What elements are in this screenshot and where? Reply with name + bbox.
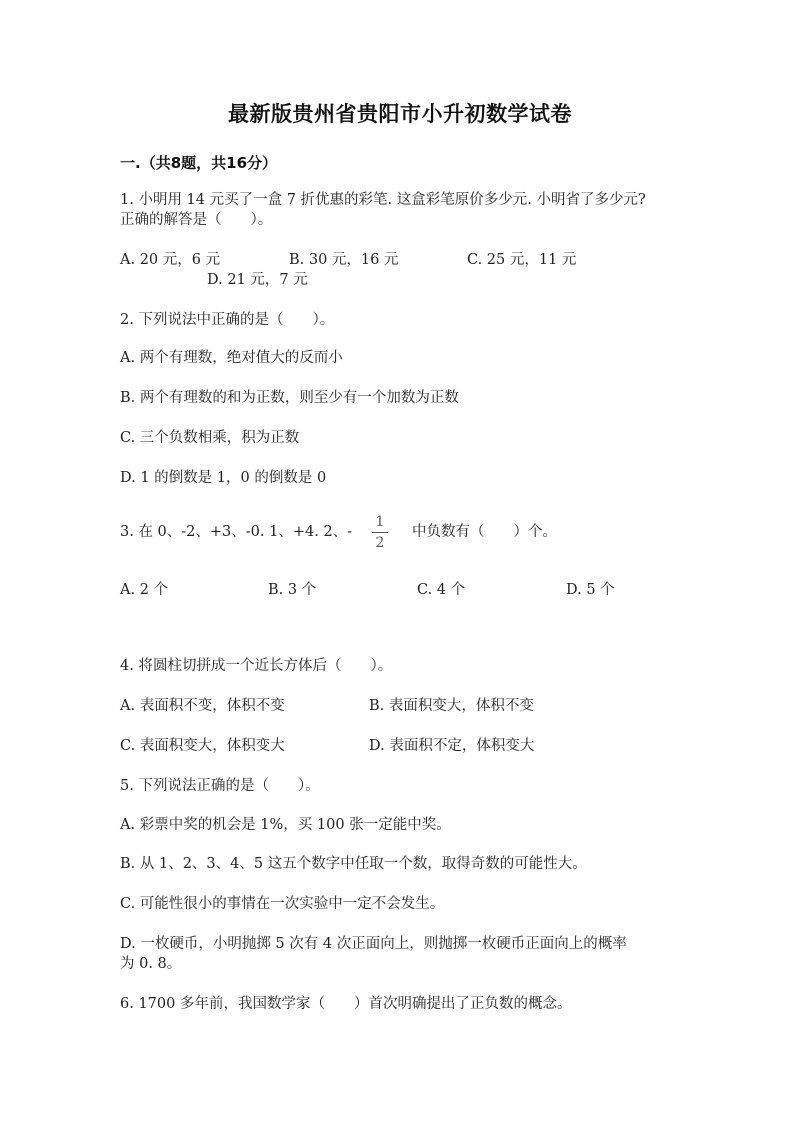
q4-option-a[interactable]: A. 表面积不变，体积不变 xyxy=(120,698,285,714)
q5-stem: 5. 下列说法正确的是（ ）。 xyxy=(120,778,320,794)
q1-option-b[interactable]: B. 30 元，16 元 xyxy=(289,252,399,268)
fraction-denominator: 2 xyxy=(375,535,385,551)
q1-option-a[interactable]: A. 20 元，6 元 xyxy=(120,252,221,268)
q4-option-b[interactable]: B. 表面积变大，体积不变 xyxy=(369,698,534,714)
q4-option-d[interactable]: D. 表面积不定，体积变大 xyxy=(369,738,535,754)
q4-stem: 4. 将圆柱切拼成一个近长方体后（ ）。 xyxy=(120,658,393,674)
q2-option-c[interactable]: C. 三个负数相乘，积为正数 xyxy=(120,430,300,446)
q1-option-d[interactable]: D. 21 元，7 元 xyxy=(207,272,308,288)
q3-option-a[interactable]: A. 2 个 xyxy=(120,582,169,598)
q3-option-d[interactable]: D. 5 个 xyxy=(566,582,615,598)
q1-option-c[interactable]: C. 25 元，11 元 xyxy=(467,252,577,268)
q2-option-b[interactable]: B. 两个有理数的和为正数，则至少有一个加数为正数 xyxy=(120,390,459,406)
q3-option-c[interactable]: C. 4 个 xyxy=(417,582,466,598)
q5-option-a[interactable]: A. 彩票中奖的机会是 1%，买 100 张一定能中奖。 xyxy=(120,817,451,833)
section-heading: 一.（共8题，共16分） xyxy=(120,154,278,172)
q5-option-d-continued: 为 0. 8。 xyxy=(120,956,182,972)
q5-option-c[interactable]: C. 可能性很小的事情在一次实验中一定不会发生。 xyxy=(120,896,445,912)
fraction-numerator: 1 xyxy=(375,514,385,530)
q6-stem: 6. 1700 多年前，我国数学家（ ）首次明确提出了正负数的概念。 xyxy=(120,996,572,1012)
page-title: 最新版贵州省贵阳市小升初数学试卷 xyxy=(228,102,572,126)
q3-stem-before: 3. 在 0、-2、+3、-0. 1、+4. 2、- xyxy=(120,524,353,540)
q3-fraction xyxy=(368,514,392,551)
q3-option-b[interactable]: B. 3 个 xyxy=(268,582,317,598)
q4-option-c[interactable]: C. 表面积变大，体积变大 xyxy=(120,738,285,754)
q2-option-a[interactable]: A. 两个有理数，绝对值大的反而小 xyxy=(120,350,343,366)
q5-option-b[interactable]: B. 从 1、2、3、4、5 这五个数字中任取一个数，取得奇数的可能性大。 xyxy=(120,856,587,872)
q1-stem-line1: 1. 小明用 14 元买了一盒 7 折优惠的彩笔. 这盒彩笔原价多少元. 小明省了多少元? xyxy=(120,192,646,208)
q5-option-d[interactable]: D. 一枚硬币，小明抛掷 5 次有 4 次正面向上，则抛掷一枚硬币正面向上的概率 xyxy=(120,936,627,952)
q2-option-d[interactable]: D. 1 的倒数是 1，0 的倒数是 0 xyxy=(120,470,327,486)
q2-stem: 2. 下列说法中正确的是（ ）。 xyxy=(120,312,335,328)
q1-stem-line2: 正确的解答是（ ）。 xyxy=(120,212,273,228)
q3-stem-after: 中负数有（ ）个。 xyxy=(412,524,557,540)
fraction-bar xyxy=(372,532,388,533)
